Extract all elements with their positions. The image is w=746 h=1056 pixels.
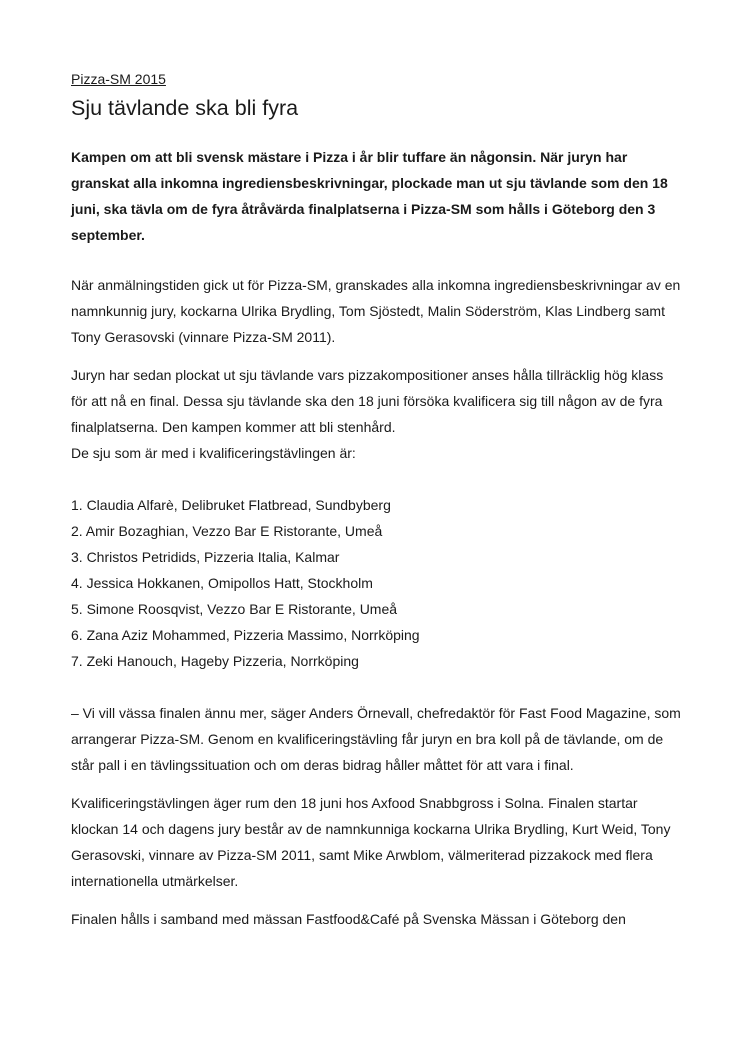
list-item: 1. Claudia Alfarè, Delibruket Flatbread, Sundbyberg — [71, 497, 391, 513]
paragraph-list-intro: De sju som är med i kvalificeringstävlingen är: — [71, 445, 356, 461]
article-kicker: Pizza-SM 2015 — [71, 71, 166, 87]
list-item: 7. Zeki Hanouch, Hageby Pizzeria, Norrköping — [71, 653, 359, 669]
article-title: Sju tävlande ska bli fyra — [71, 96, 299, 120]
list-item: 3. Christos Petridids, Pizzeria Italia, Kalmar — [71, 549, 340, 565]
paragraph-qualification: Kvalificeringstävlingen äger rum den 18 juni hos Axfood Snabbgross i Solna. Finalen startar klockan 14 och dagens jury består av de namnkunniga kockarna Ulrika Brydling, Kurt Weid, Tony Gerasovski, vinnare av Pizza-SM 2011, samt Mike Arwblom, välmeriterad pizzakock med flera internationella utmärkelser. — [71, 795, 671, 889]
paragraph-final: Finalen hålls i samband med mässan Fastfood&Café på Svenska Mässan i Göteborg den — [71, 911, 626, 927]
paragraph-quote: – Vi vill vässa finalen ännu mer, säger Anders Örnevall, chefredaktör för Fast Food Magazine, som arrangerar Pizza-SM. Genom en kvalificeringstävling får juryn en bra koll på de tävlande, om de står pall i en tävlingssituation och om deras bidrag håller måttet för att vara i final. — [71, 705, 681, 773]
paragraph-selection: Juryn har sedan plockat ut sju tävlande vars pizzakompositioner anses hålla tillräcklig hög klass för att nå en final. Dessa sju tävlande ska den 18 juni försöka kvalificera sig till någon av de fyra finalplatserna. Den kampen kommer att bli stenhård. — [71, 367, 664, 435]
list-item: 6. Zana Aziz Mohammed, Pizzeria Massimo, Norrköping — [71, 627, 420, 643]
paragraph-jury: När anmälningstiden gick ut för Pizza-SM, granskades alla inkomna ingrediensbeskrivningar av en namnkunnig jury, kockarna Ulrika Brydling, Tom Sjöstedt, Malin Söderström, Klas Lindberg samt Tony Gerasovski (vinnare Pizza-SM 2011). — [71, 277, 681, 345]
contestant-list — [71, 492, 681, 674]
document-page — [71, 70, 681, 932]
list-item: 5. Simone Roosqvist, Vezzo Bar E Ristorante, Umeå — [71, 601, 398, 617]
list-item: 2. Amir Bozaghian, Vezzo Bar E Ristorante, Umeå — [71, 523, 383, 539]
article-lead: Kampen om att bli svensk mästare i Pizza i år blir tuffare än någonsin. När juryn har granskat alla inkomna ingrediensbeskrivningar, plockade man ut sju tävlande som den 18 juni, ska tävla om de fyra åtråvärda finalplatserna i Pizza-SM som hålls i Göteborg den 3 september. — [71, 149, 668, 243]
list-item: 4. Jessica Hokkanen, Omipollos Hatt, Stockholm — [71, 575, 373, 591]
